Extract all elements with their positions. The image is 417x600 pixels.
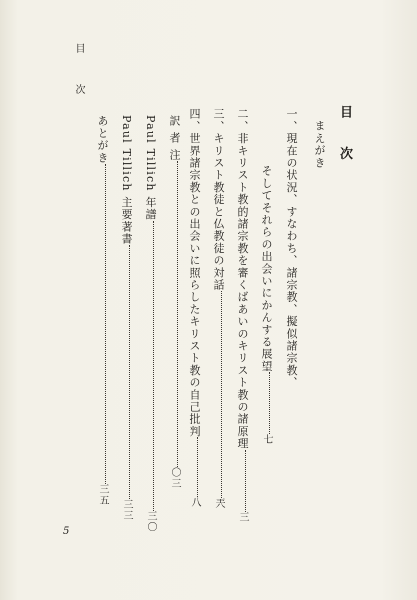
toc-entry-1-line2: そしてそれらの出会いにかんする展望七: [260, 165, 273, 446]
toc-preface: まえがき: [313, 120, 326, 169]
toc-entry-4: 四、世界諸宗教との出会いに照らしたキリスト教の自己批判八: [188, 108, 201, 509]
leader-dots: [177, 161, 178, 467]
page-number: 三〇: [145, 510, 156, 534]
leader-dots: [105, 164, 106, 484]
page-number: 兲: [213, 498, 224, 510]
toc-entry-1-line1: 一、現在の状況、すなわち、諸宗教、擬似諸宗教、: [285, 108, 298, 389]
page-number: 三五: [97, 483, 108, 507]
toc-entry-6: Paul Tillich 年譜三〇: [144, 115, 157, 534]
leader-dots: [221, 291, 222, 498]
leader-dots: [245, 450, 246, 512]
page-number: 三: [237, 511, 248, 523]
toc-entry-7: Paul Tillich 主要著書三三: [120, 115, 133, 522]
leader-dots: [129, 245, 130, 499]
page-number: 七: [261, 434, 272, 446]
toc-entry-3: 三、キリスト教徒と仏教徒の対話兲: [212, 108, 225, 510]
folio-page-number: 5: [63, 526, 70, 537]
running-header: 目 次: [73, 43, 84, 109]
toc-entry-2: 二、非キリスト教的諸宗教を審くばあいのキリスト教の諸原理三: [236, 108, 249, 523]
leader-dots: [197, 437, 198, 497]
page-number: 三三: [121, 499, 132, 522]
page-number: 〇三: [169, 467, 180, 490]
toc-title: 目 次: [337, 105, 352, 172]
toc-entry-8: あとがき三五: [96, 115, 109, 507]
page-number: 八: [189, 497, 200, 509]
leader-dots: [153, 221, 154, 511]
toc-entry-5: 訳 者 注〇三: [168, 115, 181, 490]
leader-dots: [269, 372, 270, 434]
